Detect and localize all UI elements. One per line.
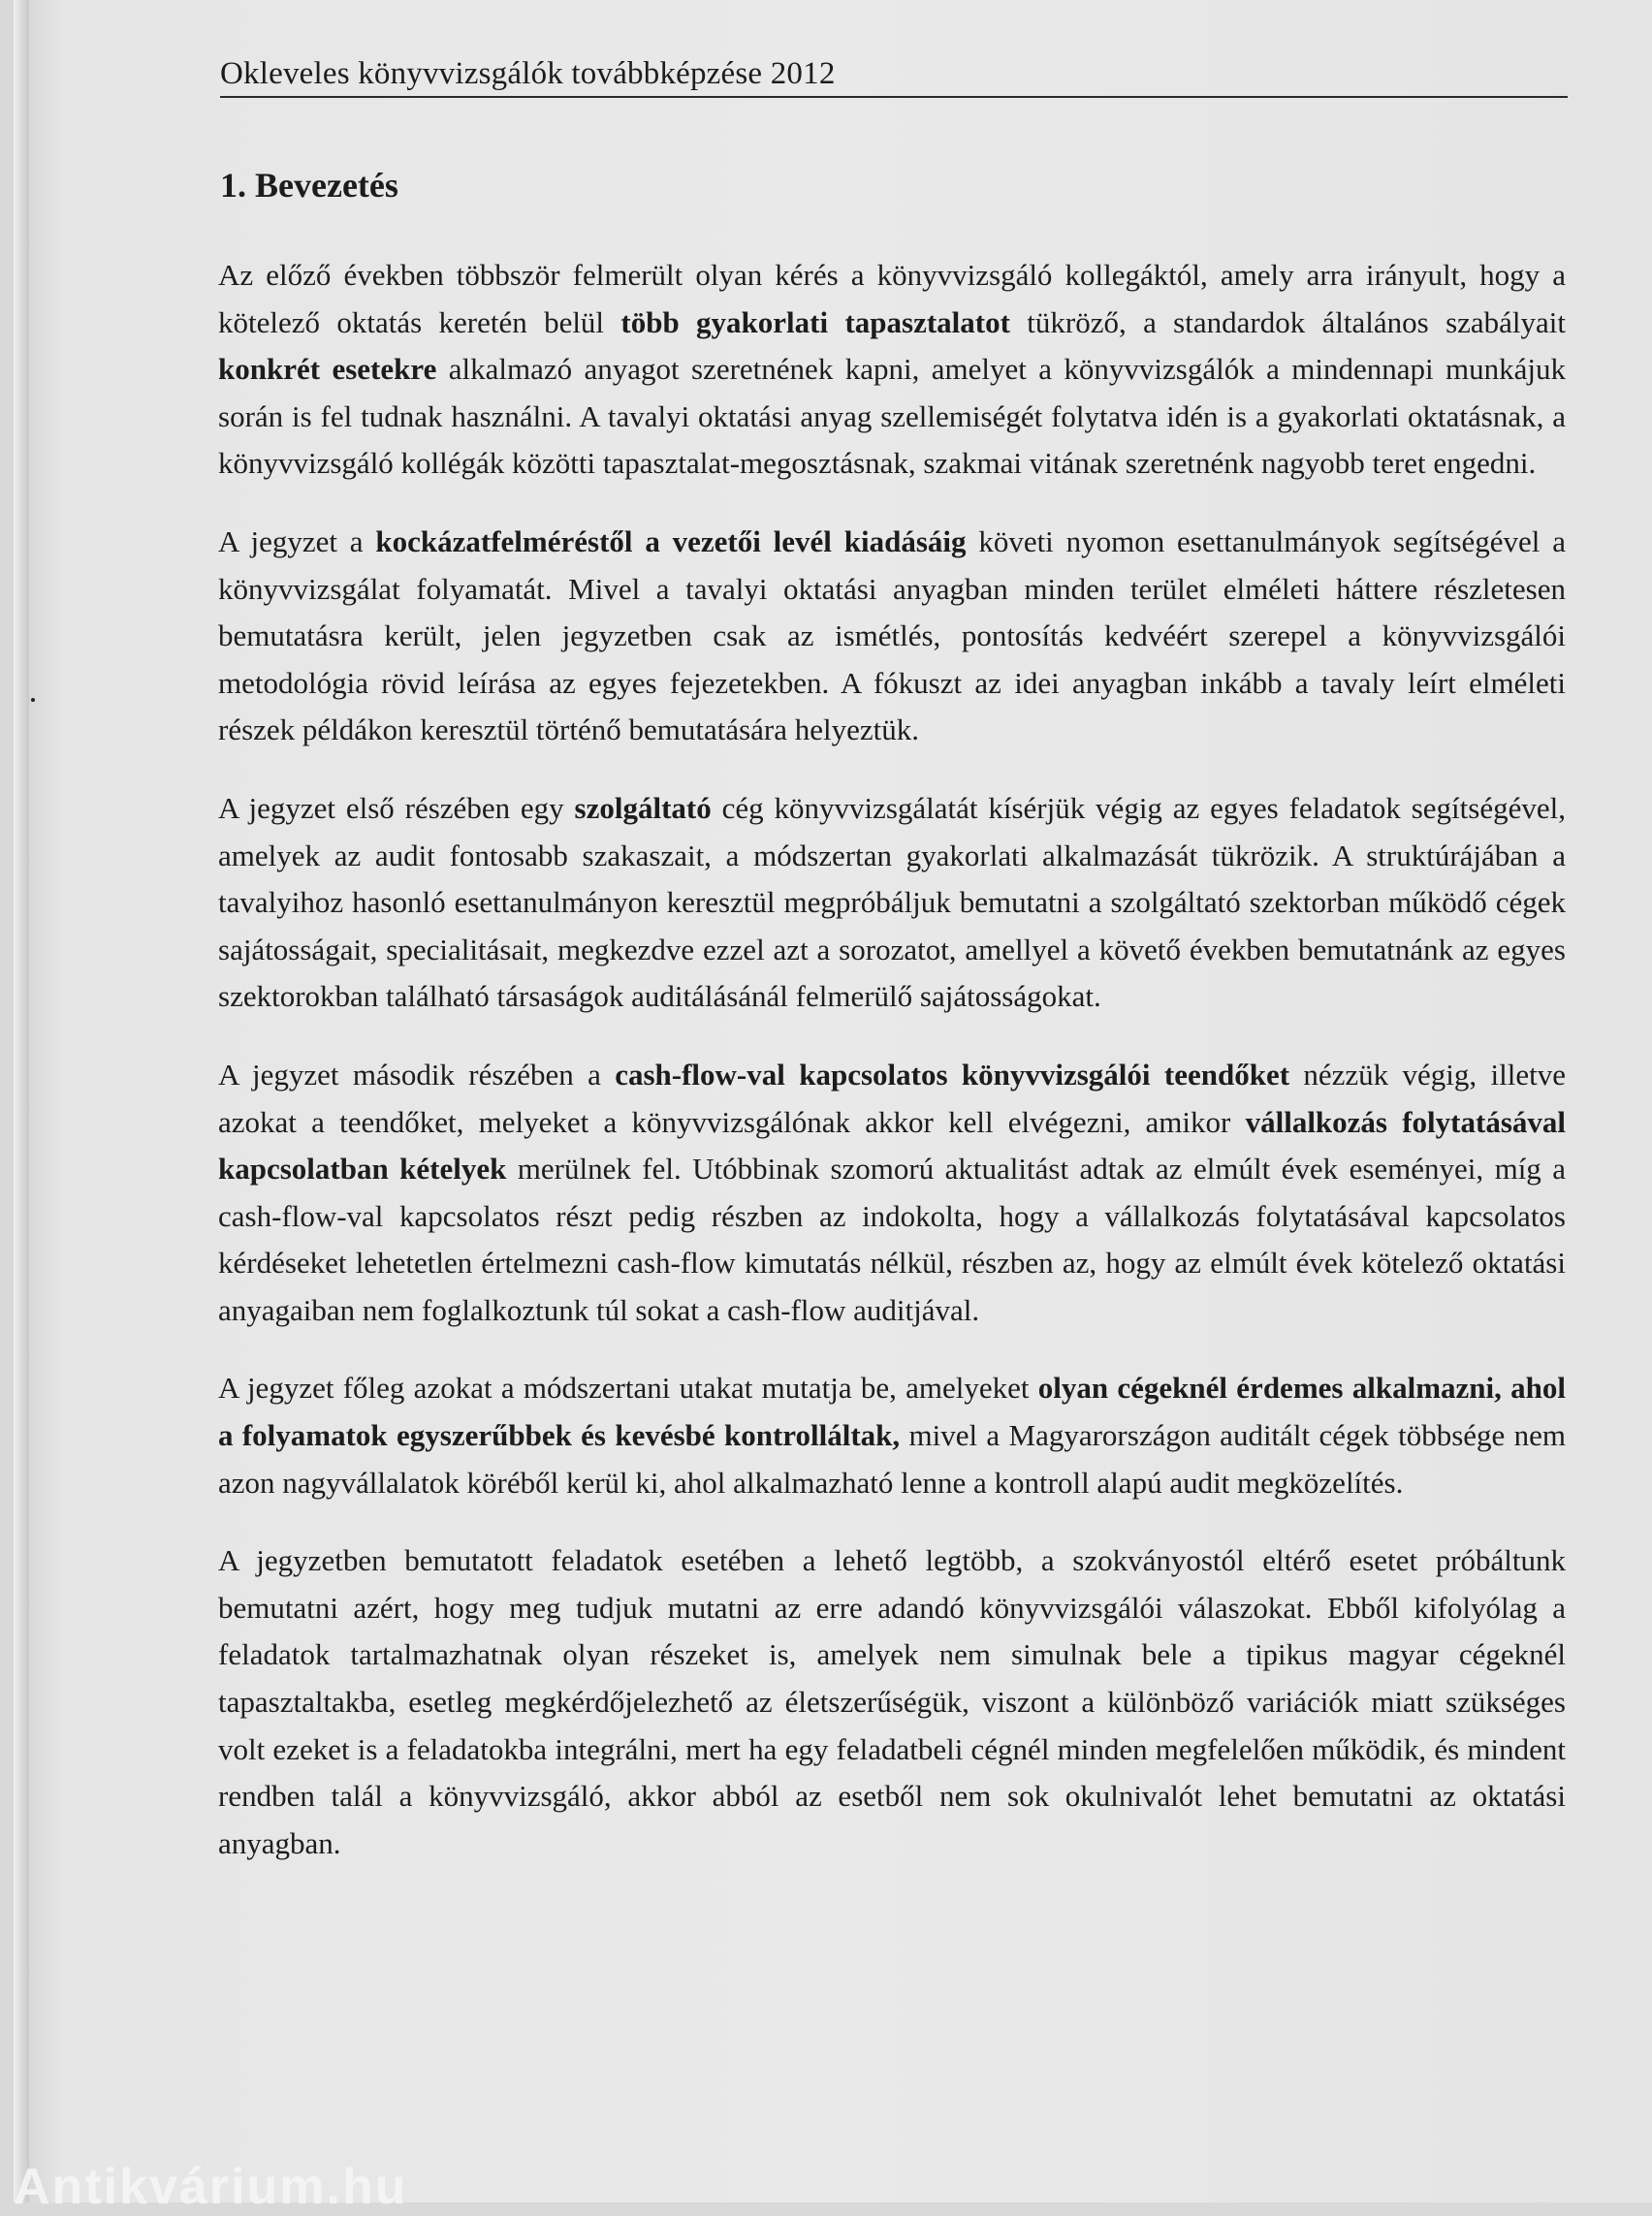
emphasis: több gyakorlati tapasztalatot [620, 304, 1010, 339]
emphasis: vállalkozás folytatásával kapcsolatban kételyek [218, 1104, 1566, 1187]
paragraph-1: Az előző években többször felmerült olyan kérés a könyvvizsgáló kollegáktól, amely arra irányult, hogy a kötelező oktatás keretén belül több gyakorlati tapasztalatot tükröző, a standardok általános szabályait konkrét esetekre alkalmazó anyagot szeretnének kapni, amelyet a könyvvizsgálók a mindennapi munkájuk során is fel tudnak használni. A tavalyi oktatási anyag szellemiségét folytatva idén is a gyakorlati oktatásnak, a könyvvizsgáló kollégák közötti tapasztalat-megosztásnak, szakmai vitának szeretnénk nagyobb teret engedni. [218, 258, 1567, 481]
paragraph-6: A jegyzetben bemutatott feladatok esetében a lehető legtöbb, a szokványostól eltérő esetet próbáltunk bemutatni azért, hogy meg tudjuk mutatni az erre adandó könyvvizsgálói válaszokat. Ebből kifolyólag a feladatok tartalmazhatnak olyan részeket is, amelyek nem simulnak bele a tipikus magyar cégeknél tapasztaltakba, esetleg megkérdőjelezhető az életszerűségük, viszont a különböző variációk miatt szükséges volt ezeket is a feladatokba integrálni, mert ha egy feladatbeli cégnél minden megfelelően működik, és mindent rendben talál a könyvvizsgáló, akkor abból az esetből nem sok okulnivalót lehet bemutatni az oktatási anyagban. [218, 1543, 1566, 1860]
section-heading: 1. Bevezetés [220, 166, 398, 205]
watermark: Antikvárium.hu [14, 2159, 408, 2215]
body-text [218, 252, 1566, 1898]
paragraph-4: A jegyzet második részében a cash-flow-val kapcsolatos könyvvizsgálói teendőket nézzük végig, illetve azokat a teendőket, melyeket a könyvvizsgálónak akkor kell elvégezni, amikor vállalkozás folytatásával kapcsolatban kételyek merülnek fel. Utóbbinak szomorú aktualitást adtak az elmúlt évek eseményei, míg a cash-flow-val kapcsolatos részt pedig részben az indokolta, hogy a vállalkozás folytatásával kapcsolatos kérdéseket lehetetlen értelmezni cash-flow kimutatás nélkül, részben az, hogy az elmúlt évek kötelező oktatási anyagaiban nem foglalkoztunk túl sokat a cash-flow auditjával. [218, 1057, 1566, 1327]
paragraph-2: A jegyzet a kockázatfelméréstől a vezetői levél kiadásáig követi nyomon esettanulmányok segítségével a könyvvizsgálat folyamatát. Mivel a tavalyi oktatási anyagban minden terület elméleti háttere részletesen bemutatásra került, jelen jegyzetben csak az ismétlés, pontosítás kedvéért szerepel a könyvvizsgálói metodológia rövid leírása az egyes fejezetekben. A fókuszt az idei anyagban inkább a tavaly leírt elméleti részek példákon keresztül történő bemutatására helyeztük. [218, 523, 1566, 747]
emphasis: cash-flow-val kapcsolatos könyvvizsgálói teendőket [615, 1057, 1290, 1092]
paragraph-3: A jegyzet első részében egy szolgáltató cég könyvvizsgálatát kísérjük végig az egyes feladatok segítségével, amelyek az audit fontosabb szakaszait, a módszertan gyakorlati alkalmazását tükrözik. A struktúrájában a tavalyihoz hasonló esettanulmányon keresztül megpróbáljuk bemutatni a szolgáltató szektorban működő cégek sajátosságait, specialitásait, megkezdve ezzel azt a sorozatot, amellyel a követő években bemutatnánk az egyes szektorokban található társaságok auditálásánál felmerülő sajátosságokat. [218, 790, 1566, 1014]
emphasis: szolgáltató [574, 790, 712, 825]
running-header: Okleveles könyvvizsgálók továbbképzése 2012 [220, 56, 1568, 98]
page-edge [14, 0, 29, 2202]
speck [31, 698, 35, 702]
document-page [14, 0, 1652, 2215]
emphasis: kockázatfelméréstől a vezetői levél kiadásáig [375, 523, 967, 558]
emphasis: olyan cégeknél érdemes alkalmazni, ahol a folyamatok egyszerűbbek és kevésbé kontrolláltak, [218, 1371, 1566, 1453]
emphasis: konkrét esetekre [218, 352, 437, 387]
paragraph-5: A jegyzet főleg azokat a módszertani utakat mutatja be, amelyeket olyan cégeknél érdemes alkalmazni, ahol a folyamatok egyszerűbbek és kevésbé kontrolláltak, mivel a Magyarországon auditált cégek többsége nem azon nagyvállalatok köréből kerül ki, ahol alkalmazható lenne a kontroll alapú audit megközelítés. [218, 1371, 1567, 1500]
